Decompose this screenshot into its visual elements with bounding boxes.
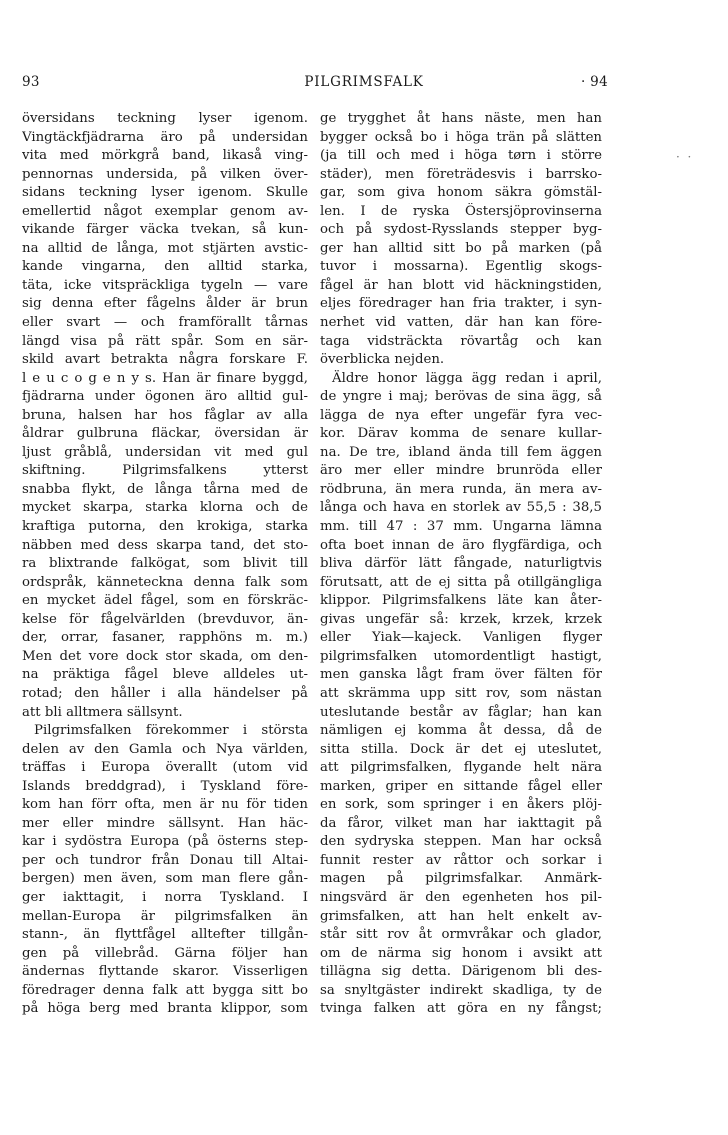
- text-line: vita med mörkgrå band, likaså ving-: [22, 148, 308, 164]
- text-line: gar, som giva honom säkra gömstäl-: [320, 185, 602, 201]
- text-line: (ja till och med i höga tørn i större: [320, 148, 602, 164]
- text-line: mellan-Europa är pilgrimsfalken än: [22, 908, 308, 924]
- text-line: föredrager denna falk att bygga sitt bo: [22, 982, 308, 998]
- text-line: täta, icke vitspräckliga tygeln — vare: [22, 277, 308, 293]
- text-line: da fåror, vilket man har iakttagit på: [320, 815, 602, 831]
- text-line: klippor. Pilgrimsfalkens läte kan åter-: [320, 593, 602, 609]
- text-line: nämligen ej komma åt dessa, då de: [320, 723, 602, 739]
- text-line: fjädrarna under ögonen äro alltid gul-: [22, 389, 308, 405]
- text-line: sig denna efter fågelns ålder är brun: [22, 296, 308, 312]
- text-line: står sitt rov åt ormvråkar och glador,: [320, 927, 602, 943]
- text-line: långa och hava en storlek av 55,5 : 38,5: [320, 500, 602, 516]
- text-line: ger iakttagit, i norra Tyskland. I: [22, 889, 308, 905]
- text-line: kande vingarna, den alltid starka,: [22, 259, 308, 275]
- text-line: äro mer eller mindre brunröda eller: [320, 463, 602, 479]
- text-line: emellertid något exemplar genom av-: [22, 203, 308, 219]
- margin-speck: · ·: [676, 150, 692, 164]
- text-line: kraftiga putorna, den krokiga, starka: [22, 519, 308, 535]
- text-line: ljust gråblå, undersidan vit med gul: [22, 444, 308, 460]
- text-line: len. I de ryska Östersjöprovinserna: [320, 203, 602, 219]
- text-line: gen på villebråd. Gärna följer han: [22, 945, 308, 961]
- text-line: der, orrar, fasaner, rapphöns m. m.): [22, 630, 308, 646]
- text-line: om de närma sig honom i avsikt att: [320, 945, 602, 961]
- text-line: att bli alltmera sällsynt.: [22, 704, 183, 720]
- text-line: en sork, som springer i en åkers plöj-: [320, 797, 602, 813]
- text-line: Pilgrimsfalken förekommer i största: [34, 723, 308, 739]
- text-line: rotad; den håller i alla händelser på: [22, 685, 308, 701]
- text-line: fågel är han blott vid häckningstiden,: [320, 277, 602, 293]
- text-line: vikande färger väcka tvekan, så kun-: [22, 222, 308, 238]
- text-line: skiftning. Pilgrimsfalkens ytterst: [22, 463, 308, 479]
- text-line: längd visa på rätt spår. Som en sär-: [22, 333, 308, 349]
- text-line: mycket skarpa, starka klorna och de: [22, 500, 308, 516]
- text-line: Men det vore dock stor skada, om den-: [22, 648, 308, 664]
- text-line: men ganska lågt fram över fälten för: [320, 667, 602, 683]
- text-line: näbben med dess skarpa tand, det sto-: [22, 537, 308, 553]
- text-line: Äldre honor lägga ägg redan i april,: [332, 370, 602, 386]
- text-line: sa snyltgäster indirekt skadliga, ty de: [320, 982, 602, 998]
- text-line: na präktiga fågel bleve alldeles ut-: [22, 667, 308, 683]
- running-title: PILGRIMSFALK: [304, 74, 424, 90]
- text-line: ra blixtrande falkögat, som blivit till: [22, 556, 308, 572]
- text-line: pennornas undersida, på vilken över-: [22, 166, 308, 182]
- text-line: eller svart — och framförallt tårnas: [22, 315, 308, 331]
- text-line: tillägna sig detta. Därigenom bli des-: [320, 964, 602, 980]
- text-line: bliva därför lätt fångade, naturligtvis: [320, 556, 602, 572]
- text-line: per och tundror från Donau till Altai-: [22, 852, 308, 868]
- text-line: de yngre i maj; berövas de sina ägg, så: [320, 389, 602, 405]
- text-line: kor. Därav komma de senare kullar-: [320, 426, 602, 442]
- text-line: eljes föredrager han fria trakter, i syn-: [320, 296, 602, 312]
- text-line: ge trygghet åt hans näste, men han: [320, 111, 602, 126]
- text-line: na. De tre, ibland ända till fem äggen: [320, 444, 602, 460]
- text-line: taga vidsträckta rövartåg och kan: [320, 333, 602, 349]
- text-line: ofta boet innan de äro flygfärdiga, och: [320, 537, 602, 553]
- text-line: magen på pilgrimsfalkar. Anmärk-: [320, 871, 602, 887]
- text-line: lägga de nya efter ungefär fyra vec-: [320, 407, 602, 423]
- text-line: stann-, än flyttfågel alltefter tillgån-: [22, 927, 308, 943]
- text-line: att skrämma upp sitt rov, som nästan: [320, 685, 602, 701]
- text-line: ningsvärd är den egenheten hos pil-: [320, 889, 602, 905]
- text-line: pilgrimsfalken utomordentligt hastigt,: [320, 648, 602, 664]
- text-line: tvinga falken att göra en ny fångst;: [320, 1001, 602, 1017]
- text-line: eller Yiak—kajeck. Vanligen flyger: [320, 630, 602, 646]
- text-line: förutsatt, att de ej sitta på otillgängliga: [320, 574, 602, 590]
- running-header: [0, 74, 728, 94]
- text-line: bergen) men även, som man flere gån-: [22, 871, 308, 887]
- text-line: träffas i Europa överallt (utom vid: [22, 760, 308, 776]
- text-line: tuvor i mossarna). Egentlig skogs-: [320, 259, 602, 275]
- text-line: snabba flykt, de långa tårna med de: [22, 481, 308, 497]
- text-line: sitta stilla. Dock är det ej uteslutet,: [320, 741, 602, 757]
- text-line: och på sydost-Rysslands stepper byg-: [320, 222, 602, 238]
- left-page-number: 93: [22, 74, 40, 90]
- text-line: ordspråk, kännetecknа denna falk som: [22, 574, 308, 590]
- text-line: översidans teckning lyser igenom.: [22, 111, 308, 126]
- text-line: givas ungefär så: krzek, krzek, krzek: [320, 611, 602, 627]
- text-line: åldrar gulbruna fläckar, översidan är: [22, 426, 308, 442]
- text-line: den sydryska steppen. Man har också: [320, 834, 602, 850]
- text-line: ändernas flyttande skaror. Visserligen: [22, 964, 308, 980]
- text-line: Vingtäckfjädrarna äro på undersidan: [22, 129, 308, 145]
- right-page-number: · 94: [581, 74, 608, 90]
- text-line: funnit rester av råttor och sorkar i: [320, 852, 602, 868]
- text-line: på höga berg med branta klippor, som: [22, 1001, 308, 1017]
- text-line: ger han alltid sitt bo på marken (på: [320, 240, 602, 256]
- text-line: na alltid de långa, mot stjärten avstic-: [22, 240, 308, 256]
- text-line: Islands breddgrad), i Tyskland före-: [22, 778, 308, 794]
- text-line: mer eller mindre sällsynt. Han häc-: [22, 815, 308, 831]
- text-line: l e u c o g e n y s. Han är finare byggd,: [22, 370, 308, 386]
- text-line: att pilgrimsfalken, flygande helt nära: [320, 760, 602, 776]
- text-line: grimsfalken, att han helt enkelt av-: [320, 908, 602, 924]
- text-line: överblicka nejden.: [320, 352, 445, 368]
- text-line: kom han förr ofta, men är nu för tiden: [22, 797, 308, 813]
- text-line: skild avart betrakta några forskare F.: [22, 352, 308, 368]
- text-line: kelse för fågelvärlden (brevduvor, än-: [22, 611, 308, 627]
- text-line: en mycket ädel fågel, som en förskräc-: [22, 593, 308, 609]
- text-line: marken, griper en sittande fågel eller: [320, 778, 602, 794]
- text-line: rödbruna, än mera runda, än mera av-: [320, 481, 602, 497]
- text-line: bygger också bo i höga trän på slätten: [320, 129, 602, 145]
- right-text-column: [320, 110, 602, 1019]
- text-line: bruna, halsen har hos fåglar av alla: [22, 407, 308, 423]
- left-text-column: [22, 110, 308, 1019]
- text-line: städer), men företrädesvis i barrsko-: [320, 166, 602, 182]
- text-line: nerhet vid vatten, där han kan före-: [320, 315, 602, 331]
- text-line: kar i sydöstra Europa (på österns step-: [22, 834, 308, 850]
- text-line: sidans teckning lyser igenom. Skulle: [22, 185, 308, 201]
- text-line: delen av den Gamla och Nya världen,: [22, 741, 308, 757]
- text-line: mm. till 47 : 37 mm. Ungarna lämna: [320, 519, 602, 535]
- text-line: uteslutande består av fåglar; han kan: [320, 704, 602, 720]
